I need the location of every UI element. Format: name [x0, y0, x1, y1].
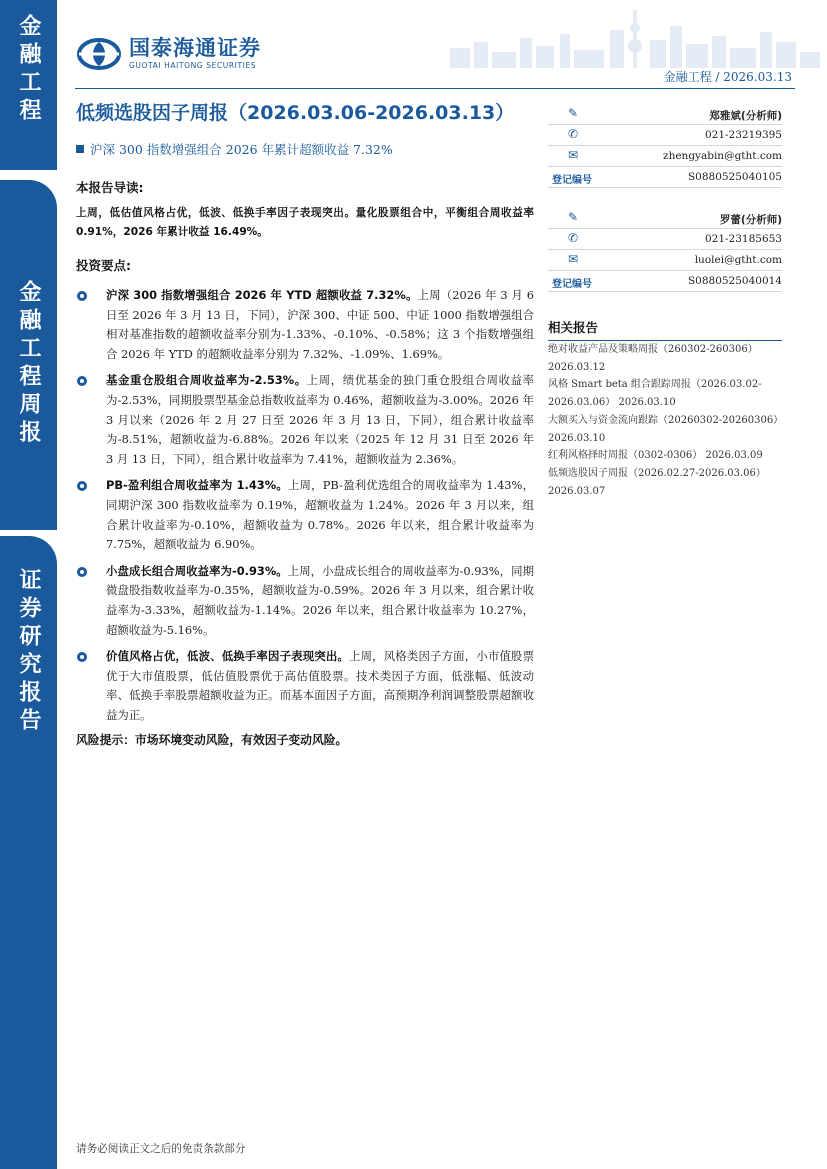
key-point [76, 476, 534, 554]
circle-bullet-icon [77, 481, 87, 491]
footer-disclaimer[interactable]: 请务必阅读正文之后的免责条款部分 [76, 1143, 246, 1155]
side-tab-doc-type: 证券研究报告 [0, 536, 57, 1169]
logo-name-en: GUOTAI HAITONG SECURITIES [129, 61, 257, 70]
intro-text: 上周，低估值风格占优，低波、低换手率因子表现突出。量化股票组合中，平衡组合周收益率 0.91%，2026 年累计收益 16.49%。 [76, 207, 534, 238]
header-rule [75, 88, 795, 89]
key-point-body: 上周，PB-盈利优选组合的周收益率为 1.43%，同期沪深 300 指数收益率为 0.19%，超额收益为 1.24%。2026 年 3 月以来，组合累计收益率为-0.10%，超额收益为 0.78%。2026 年以来，组合累计收益率为 7.75%，超额收益为 6.90%。 [106, 478, 534, 552]
mail-icon: ✉ [568, 252, 579, 266]
key-point-body: 上周，绩优基金的独门重仓股组合周收益率为-2.53%，同期股票型基金总指数收益率为 0.46%，超额收益为-3.00%。2026 年 3 月以来（2026 年 2 月 27 日至 2026 年 3 月 13 日，下同），组合累计收益率为-8.51%，超额收益为-6.88%。2026 年以来（2025 年 12 月 31 日至 2026 年 3 月 13 日，下同），组合累计收益率为 7.41%，超额收益为 2.36%。 [106, 373, 534, 466]
logo-mark-icon [77, 38, 121, 70]
square-bullet-icon [76, 145, 84, 153]
header-meta: 金融工程 / 2026.03.13 [663, 70, 792, 84]
key-point-lead: 沪深 300 指数增强组合 2026 年 YTD 超额收益 7.32%。 [106, 288, 418, 302]
header-date: 2026.03.13 [723, 70, 792, 84]
reg-label: 登记编号 [552, 175, 592, 186]
pen-icon: ✎ [568, 106, 579, 120]
related-report-link[interactable]: 红利风格择时周报（0302-0306） 2026.03.09 [548, 450, 763, 462]
related-report-date: 2026.03.10 [548, 432, 606, 444]
analyst-reg-no: S0880525040105 [687, 171, 782, 183]
mail-icon: ✉ [568, 148, 579, 162]
report-title: 低频选股因子周报（2026.03.06-2026.03.13） [76, 102, 515, 124]
key-points-heading: 投资要点: [76, 258, 131, 273]
analyst-name: 罗蕾(分析师) [719, 214, 782, 226]
analyst-reg-no: S0880525040014 [687, 275, 782, 287]
pen-icon: ✎ [568, 210, 579, 224]
related-reports [548, 318, 782, 500]
related-report-link[interactable]: 大额买入与资金流向跟踪（20260302-20260306） [548, 414, 784, 426]
key-point [76, 371, 534, 469]
key-point-lead: 价值风格占优，低波、低换手率因子表现突出。 [106, 649, 350, 664]
analyst-card [548, 208, 782, 292]
analyst-email[interactable]: zhengyabin@gtht.com [663, 150, 782, 162]
key-point-body: 上周（2026 年 3 月 6 日至 2026 年 3 月 13 日，下同），沪深 300、中证 500、中证 1000 指数增强组合相对基准指数的超额收益率分别为-1.33%、-0.10%、-0.58%；这 3 个指数增强组合 2026 年 YTD 的超额收益率分别为 7.32%、-1.09%、1.69%。 [106, 288, 534, 361]
skyline-decoration [440, 8, 827, 68]
related-report-link[interactable]: 低频选股因子周报（2026.02.27-2026.03.06） [548, 467, 766, 479]
key-point-body: 上周，小盘成长组合的周收益率为-0.93%，同期微盘股指数收益率为-0.35%，超额收益为-0.59%。2026 年 3 月以来，组合累计收益率为-3.33%，超额收益为-1.14%。2026 年以来，组合累计收益率为 10.27%，超额收益为-5.16%。 [106, 563, 534, 637]
subtitle-text: 沪深 300 指数增强组合 2026 年累计超额收益 7.32% [90, 142, 393, 157]
analyst-card [548, 104, 782, 188]
related-report-date: 2026.03.06） 2026.03.10 [548, 397, 676, 409]
related-report-link[interactable]: 绝对收益产品及策略周报（260302-260306） [548, 344, 758, 355]
key-point-lead: PB-盈利组合周收益率为 1.43%。 [106, 478, 288, 493]
related-report-link[interactable]: 风格 Smart beta 组合跟踪周报（2026.03.02- [548, 379, 762, 391]
key-point-lead: 小盘成长组合周收益率为-0.93%。 [106, 563, 288, 578]
logo-name-cn: 国泰海通证券 [129, 36, 261, 60]
circle-bullet-icon [77, 567, 87, 577]
company-logo [77, 37, 261, 70]
related-report-date: 2026.03.12 [548, 361, 606, 373]
analyst-email[interactable]: luolei@gtht.com [694, 254, 782, 266]
reg-label: 登记编号 [552, 279, 592, 290]
key-point-lead: 基金重仓股组合周收益率为-2.53%。 [106, 373, 307, 388]
phone-icon: ✆ [568, 231, 579, 245]
key-points-list [76, 286, 534, 725]
report-subtitle [76, 140, 393, 158]
main-content [76, 178, 534, 748]
related-report-date: 2026.03.07 [548, 485, 606, 497]
side-tab-category: 金融工程 [0, 0, 57, 170]
intro-heading: 本报告导读: [76, 180, 144, 195]
risk-warning: 风险提示：市场环境变动风险，有效因子变动风险。 [76, 733, 348, 748]
related-heading: 相关报告 [548, 318, 782, 341]
key-point-body: 上周，风格类因子方面，小市值股票优于大市值股票，低估值股票优于高估值股票。技术类因子方面，低涨幅、低波动率、低换手率股票超额收益为正。而基本面因子方面，高预期净利润调整股票超额收益为正。 [106, 649, 534, 722]
key-point [76, 286, 534, 364]
analyst-phone: 021-23219395 [704, 129, 782, 141]
circle-bullet-icon [77, 291, 87, 301]
phone-icon: ✆ [568, 127, 579, 141]
header-category: 金融工程 [663, 70, 712, 84]
analyst-phone: 021-23185653 [704, 233, 782, 245]
key-point [76, 647, 534, 725]
side-tab-report-type: 金融工程周报 [0, 180, 57, 530]
circle-bullet-icon [77, 376, 87, 386]
circle-bullet-icon [77, 652, 87, 662]
key-point [76, 562, 534, 640]
analyst-name: 郑雅斌(分析师) [709, 110, 782, 122]
